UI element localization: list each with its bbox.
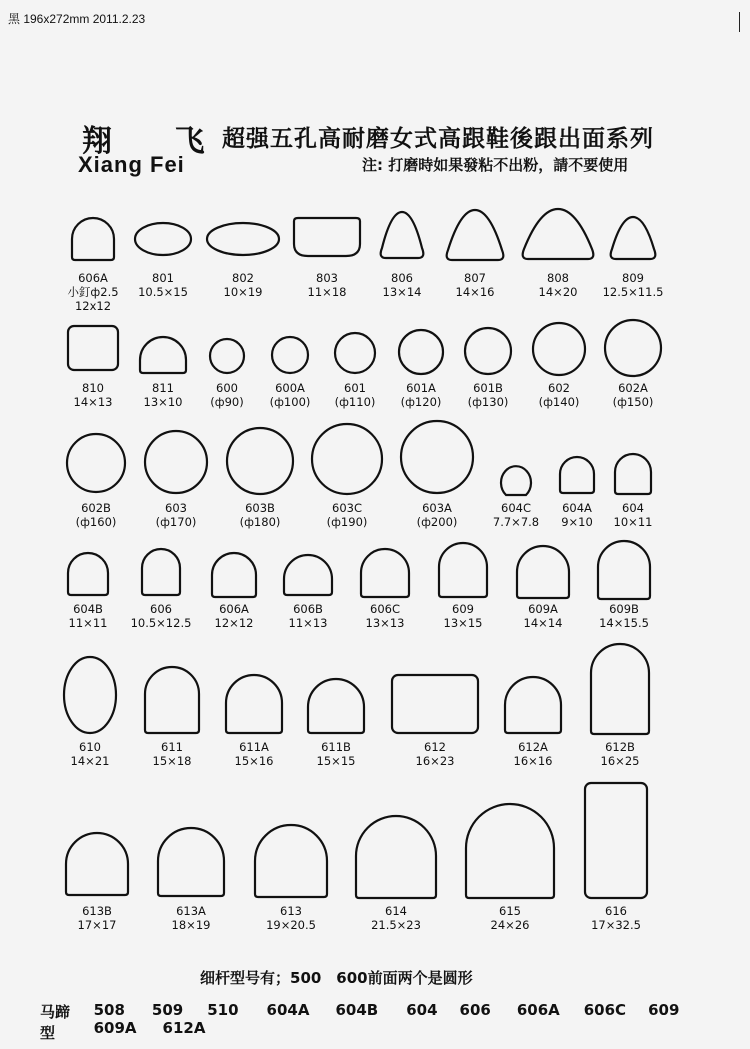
model-size: 小釘ф2.5: [67, 285, 119, 299]
shape-label: [67, 271, 118, 313]
shape-label: [601, 740, 640, 768]
model-size: 17×32.5: [591, 918, 641, 932]
shape-label: [591, 904, 641, 932]
heel-shape-803: [294, 218, 360, 256]
horseshoe-code: 604: [406, 1001, 438, 1019]
shape-label: [131, 602, 192, 630]
model-size: 14×16: [455, 285, 495, 299]
shape-label: [493, 501, 539, 529]
model-size: 11×18: [307, 285, 347, 299]
horseshoe-label: 马蹄型: [40, 1003, 71, 1042]
model-code: 606C: [370, 602, 400, 616]
model-size: 19×20.5: [266, 918, 316, 932]
heel-shape-606a: [72, 218, 114, 260]
model-code: 808: [547, 271, 569, 285]
shape-label: [210, 381, 243, 409]
model-code: 611: [161, 740, 183, 754]
model-code: 612: [424, 740, 446, 754]
shape-label: [266, 904, 316, 932]
model-code: 603B: [245, 501, 275, 515]
model-code: 601: [344, 381, 366, 395]
heel-shape-807: [447, 210, 504, 260]
model-code: 610: [79, 740, 101, 754]
shape-label: [289, 602, 328, 630]
model-code: 601B: [473, 381, 503, 395]
model-size: (ф110): [334, 395, 376, 409]
shape-label: [514, 740, 553, 768]
heel-shape-611: [145, 667, 199, 733]
model-size: 16×25: [600, 754, 640, 768]
heel-shape-602b: [67, 434, 125, 492]
shape-label: [78, 904, 117, 932]
model-size: 14×15.5: [599, 616, 649, 630]
heel-shape-603c: [312, 424, 382, 494]
model-size: 21.5×23: [371, 918, 421, 932]
model-size: 24×26: [490, 918, 530, 932]
model-size: 14×13: [73, 395, 113, 409]
shape-label: [444, 602, 483, 630]
model-size: 16×16: [513, 754, 553, 768]
model-code: 802: [232, 271, 254, 285]
model-code: 801: [152, 271, 174, 285]
shape-label: [539, 271, 578, 299]
model-code: 614: [385, 904, 407, 918]
shape-label: [317, 740, 356, 768]
heel-shape-606c: [361, 549, 409, 597]
model-code: 600: [216, 381, 238, 395]
shape-label: [335, 381, 376, 409]
shape-label: [561, 501, 593, 529]
shape-label: [468, 381, 509, 409]
model-code: 612B: [605, 740, 635, 754]
shape-label: [539, 381, 580, 409]
horseshoe-code: 604B: [335, 1001, 379, 1019]
heel-shape-806: [381, 212, 424, 258]
heel-shape-611b: [308, 679, 364, 733]
model-size: 14×20: [538, 285, 578, 299]
model-size: 10×19: [223, 285, 263, 299]
heel-shape-603b: [227, 428, 293, 494]
heel-shape-616: [585, 783, 647, 898]
model-size: 11×13: [288, 616, 328, 630]
heel-shape-612a: [505, 677, 561, 733]
model-code: 811: [152, 381, 174, 395]
model-size: (ф160): [75, 515, 117, 529]
shape-label: [270, 381, 311, 409]
shape-label: [224, 271, 263, 299]
shape-label: [76, 501, 117, 529]
model-code: 615: [499, 904, 521, 918]
model-size: 10.5×15: [138, 285, 188, 299]
heel-shape-604c: [501, 466, 531, 495]
model-code: 609A: [528, 602, 558, 616]
heel-shape-802: [207, 223, 279, 255]
heel-shape-610: [64, 657, 116, 733]
model-code: 806: [391, 271, 413, 285]
model-code: 809: [622, 271, 644, 285]
model-size: (ф140): [538, 395, 580, 409]
heel-shape-612: [392, 675, 478, 733]
model-size: 15×18: [152, 754, 192, 768]
corner-note: 黑 196x272mm 2011.2.23: [8, 12, 146, 26]
model-size: (ф90): [210, 395, 244, 409]
model-size: 15×16: [234, 754, 274, 768]
model-code: 601A: [406, 381, 436, 395]
heel-shape-809: [611, 217, 656, 259]
heel-shape-602: [533, 323, 585, 375]
shape-label: [383, 271, 422, 299]
shape-label: [371, 904, 421, 932]
model-code: 603C: [332, 501, 362, 515]
shape-label: [308, 271, 347, 299]
horseshoe-code: 609: [648, 1001, 680, 1019]
shape-label: [74, 381, 113, 409]
shape-label: [366, 602, 405, 630]
brand-name-en: Xiang Fei: [78, 152, 185, 177]
horseshoe-models: [40, 1001, 730, 1043]
model-code: 613: [280, 904, 302, 918]
model-size: (ф120): [400, 395, 442, 409]
heel-shape-609: [439, 543, 487, 597]
horseshoe-code: 508: [93, 1001, 125, 1019]
model-size: 9×10: [561, 515, 593, 529]
model-size: 13×13: [365, 616, 405, 630]
heel-shape-603a: [401, 421, 473, 493]
shape-label: [172, 904, 211, 932]
model-code: 603: [165, 501, 187, 515]
heel-shape-600: [210, 339, 244, 373]
model-code: 609: [452, 602, 474, 616]
model-size: (ф100): [269, 395, 311, 409]
brand-name-cn: 翔 飞: [82, 124, 231, 159]
model-size: 18×19: [171, 918, 211, 932]
usage-note: 注: 打磨時如果發粘不出粉，請不要使用: [362, 156, 629, 174]
heel-shape-604a: [560, 457, 594, 493]
model-size: 14×21: [70, 754, 110, 768]
shape-label: [599, 602, 649, 630]
model-code: 604A: [562, 501, 592, 515]
model-size: 13×15: [443, 616, 483, 630]
heel-shape-613b: [66, 833, 128, 895]
model-size: 7.7×7.8: [492, 515, 540, 529]
model-code: 606A: [219, 602, 249, 616]
shape-label: [71, 740, 110, 768]
horseshoe-code: 606A: [516, 1001, 560, 1019]
model-size: 12x12: [74, 299, 112, 313]
model-size: 11×11: [68, 616, 108, 630]
model-code: 810: [82, 381, 104, 395]
model-code: 613B: [82, 904, 112, 918]
model-code: 603A: [422, 501, 452, 515]
model-code: 612A: [518, 740, 548, 754]
model-code: 606A: [78, 271, 108, 285]
model-code: 611A: [239, 740, 269, 754]
page-title: 超强五孔高耐磨女式高跟鞋後跟出面系列: [222, 126, 654, 152]
model-size: 12.5×11.5: [602, 285, 664, 299]
model-size: (ф190): [326, 515, 368, 529]
horseshoe-code: 604A: [266, 1001, 310, 1019]
model-size: 12×12: [214, 616, 254, 630]
model-code: 604C: [501, 501, 531, 515]
model-code: 604B: [73, 602, 103, 616]
heel-shape-613a: [158, 828, 224, 896]
model-size: 10.5×12.5: [130, 616, 192, 630]
model-code: 609B: [609, 602, 639, 616]
heel-shape-601a: [399, 330, 443, 374]
heel-shape-606a: [212, 553, 256, 597]
model-code: 613A: [176, 904, 206, 918]
model-code: 606B: [293, 602, 323, 616]
heel-shape-609a: [517, 546, 569, 598]
model-code: 602A: [618, 381, 648, 395]
model-size: (ф130): [467, 395, 509, 409]
heel-shape-604b: [68, 553, 108, 595]
heel-shape-615: [466, 804, 554, 898]
shape-label: [240, 501, 281, 529]
horseshoe-code: 606: [459, 1001, 491, 1019]
model-code: 803: [316, 271, 338, 285]
horseshoe-code: 609A: [93, 1019, 137, 1037]
shape-label: [138, 271, 188, 299]
model-size: (ф200): [416, 515, 458, 529]
model-size: 10×11: [613, 515, 653, 529]
heel-shape-606: [142, 549, 180, 595]
shape-label: [614, 501, 653, 529]
heel-shape-614: [356, 816, 436, 898]
model-code: 606: [150, 602, 172, 616]
model-size: 14×14: [523, 616, 563, 630]
model-code: 602B: [81, 501, 111, 515]
model-size: 17×17: [77, 918, 117, 932]
shape-label: [156, 501, 197, 529]
horseshoe-code: 510: [207, 1001, 239, 1019]
heel-shape-810: [68, 326, 118, 370]
model-code: 600A: [275, 381, 305, 395]
heel-shape-601: [335, 333, 375, 373]
shape-label: [613, 381, 654, 409]
shape-label: [456, 271, 495, 299]
heel-shape-606b: [284, 555, 332, 595]
model-size: (ф180): [239, 515, 281, 529]
model-code: 807: [464, 271, 486, 285]
heel-shape-612b: [591, 644, 649, 734]
shape-label: [401, 381, 442, 409]
model-size: 13×10: [143, 395, 183, 409]
shape-label: [153, 740, 192, 768]
shape-label: [524, 602, 563, 630]
shape-label: [416, 740, 455, 768]
heel-shape-604: [615, 454, 651, 494]
round-models-note: 细杆型号有；500 600前面两个是圆形: [200, 969, 473, 987]
heel-shape-801: [135, 223, 191, 255]
heel-shape-600a: [272, 337, 308, 373]
model-size: 15×15: [316, 754, 356, 768]
shape-label: [603, 271, 664, 299]
shape-label: [215, 602, 254, 630]
model-size: 16×23: [415, 754, 455, 768]
shape-label: [235, 740, 274, 768]
model-code: 604: [622, 501, 644, 515]
heel-shape-603: [145, 431, 207, 493]
model-code: 611B: [321, 740, 351, 754]
horseshoe-code: 612A: [162, 1019, 206, 1037]
heel-shape-609b: [598, 541, 650, 599]
shape-label: [69, 602, 108, 630]
model-size: (ф150): [612, 395, 654, 409]
horseshoe-code: 509: [151, 1001, 184, 1019]
heel-shape-613: [255, 825, 327, 897]
model-size: 13×14: [382, 285, 422, 299]
shape-label: [417, 501, 458, 529]
heel-shape-601b: [465, 328, 511, 374]
model-code: 616: [605, 904, 627, 918]
heel-shape-811: [140, 337, 186, 373]
heel-shape-602a: [605, 320, 661, 376]
horseshoe-code-list: [94, 1001, 730, 1043]
model-size: (ф170): [155, 515, 197, 529]
model-code: 602: [548, 381, 570, 395]
heel-shape-611a: [226, 675, 282, 733]
horseshoe-code: 606C: [583, 1001, 627, 1019]
heel-shape-808: [523, 209, 594, 259]
shape-label: [491, 904, 530, 932]
shape-label: [144, 381, 183, 409]
shape-label: [327, 501, 368, 529]
